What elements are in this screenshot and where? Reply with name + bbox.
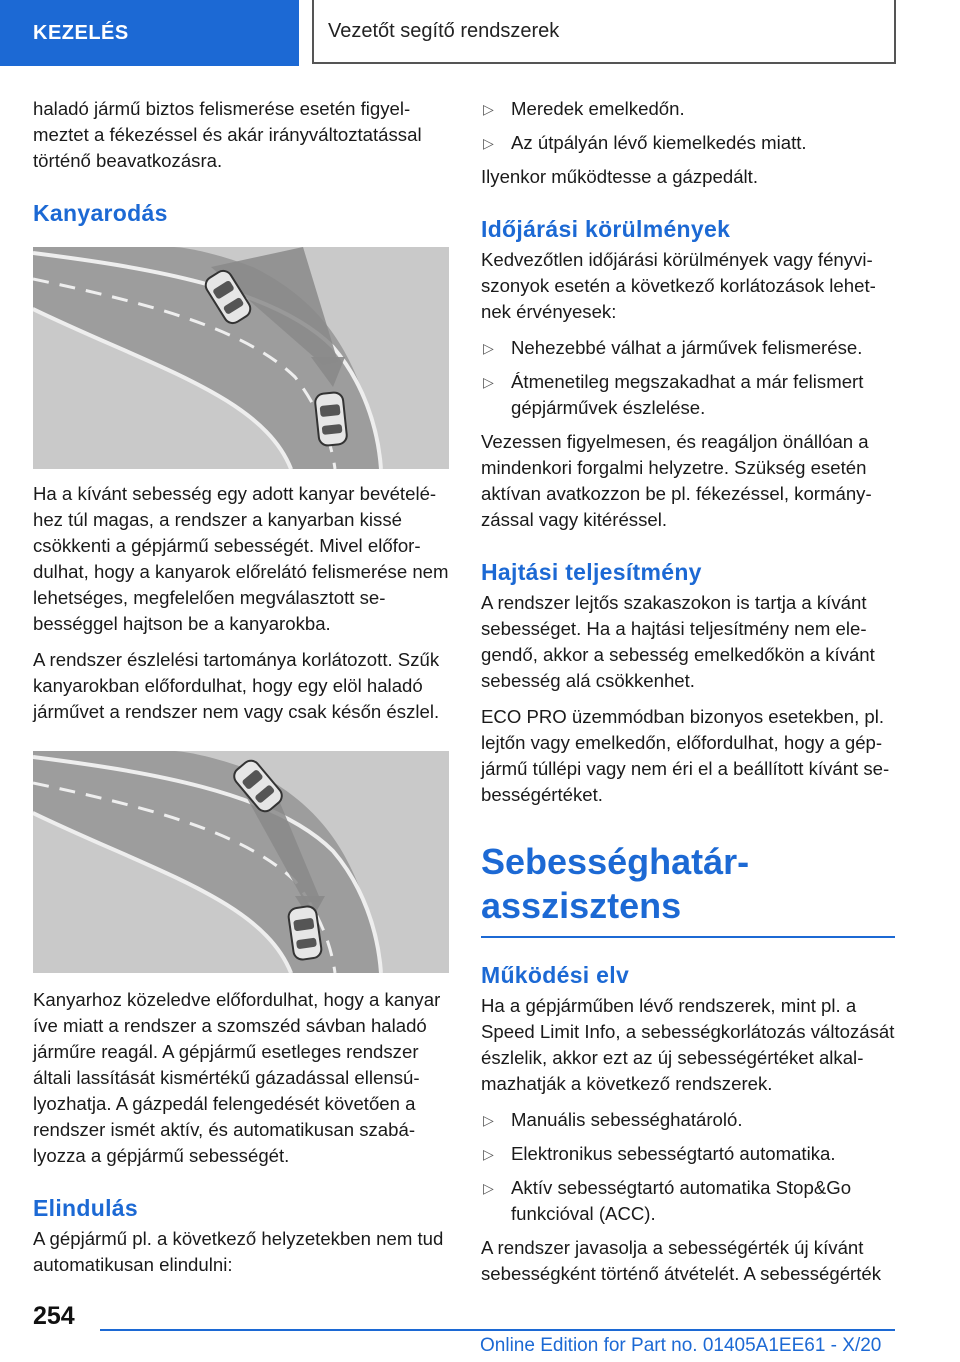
triangle-bullet-icon: ▷ [483, 101, 494, 117]
triangle-bullet-icon: ▷ [483, 1180, 494, 1196]
detection-range-paragraph: A rendszer észlelési tartománya korlátozott. Szűk kanyarokban előfordulhat, hogy egy elöl haladó járművet a rendszer nem vagy csak későn észlel. [33, 649, 440, 722]
road-curve-graphic [33, 247, 449, 469]
list-item: ▷ Az útpályán lévő kiemelkedés miatt. [481, 130, 897, 156]
list-item: ▷ Aktív sebességtartó automatika Stop&Go funkcióval (ACC). [481, 1175, 897, 1227]
road-curve-adjacent-graphic [33, 751, 449, 973]
intro-paragraph: haladó jármű biztos felismerése esetén figyelmeztet a fékezéssel és akár irányváltoztatással történő beavatkozásra. [33, 98, 422, 171]
page-footer [0, 1300, 960, 1362]
list-item: ▷ Átmenetileg megszakadhat a már felismert gépjárművek észlelése. [481, 369, 897, 421]
triangle-bullet-icon: ▷ [483, 1146, 494, 1162]
start-paragraph: A gépjármű pl. a következő helyzetekben nem tud automatikusan elindulni: [33, 1228, 444, 1275]
list-item: ▷ Elektronikus sebességtartó automatika. [481, 1141, 897, 1167]
speed-limit-assist-title: Sebességhatár- asszisztens [481, 841, 750, 926]
chapter-tab: Vezetőt segítő rendszerek [312, 0, 896, 64]
function-paragraph: Ha a gépjárműben lévő rendszerek, mint pl. a Speed Limit Info, a sebességkorlátozás változását észlelik, akkor ezt az új sebességértéket alkalmazhatják a következő rendszerek. [481, 995, 895, 1094]
weather-paragraph: Kedvezőtlen időjárási körülmények vagy fényviszonyok esetén a következő korlátozások lehetnek érvényesek: [481, 249, 876, 322]
triangle-bullet-icon: ▷ [483, 1112, 494, 1128]
left-column [33, 96, 449, 1288]
adjacent-lane-paragraph: Kanyarhoz közeledve előfordulhat, hogy a kanyar íve miatt a rendszer a szomszéd sávban haladó járműre reagál. A gépjármű esetleges rendszer általi lassítását kismértékű gázadással ellensúlyozhatja. A gázpedál felengedését követően a rendszer ismét aktív, és automatikusan szabályozza a gépjármű sebességét. [33, 989, 441, 1166]
curve-speed-paragraph: Ha a kívánt sebesség egy adott kanyar bevételéhez túl magas, a rendszer a kanyarban kissé csökkenti a gépjármű sebességét. Mivel előfordulhat, hogy a kanyarok előrelátó felismerése nem lehetséges, megfelelően megválasztott sebességgel hajtson be a kanyarokba. [33, 483, 449, 634]
title-rule [481, 936, 895, 938]
list-item: ▷ Meredek emelkedőn. [481, 96, 897, 122]
hajtasi-heading: Hajtási teljesítmény [481, 559, 702, 585]
curve-illustration-2 [33, 751, 449, 973]
triangle-bullet-icon: ▷ [483, 340, 494, 356]
mukodesi-heading: Működési elv [481, 962, 630, 988]
kanyarodas-heading: Kanyarodás [33, 200, 168, 226]
page-number: 254 [33, 1302, 75, 1330]
edition-note: Online Edition for Part no. 01405A1EE61 - X/20 [480, 1335, 882, 1356]
curve-illustration-1 [33, 247, 449, 469]
idojaras-heading: Időjárási körülmények [481, 216, 731, 242]
own-car-icon [288, 905, 323, 960]
list-item: ▷ Manuális sebességhatároló. [481, 1107, 897, 1133]
own-car-icon [314, 392, 347, 447]
drive-power-paragraph: A rendszer lejtős szakaszokon is tartja a kívánt sebességet. Ha a hajtási teljesítmény nem elegendő, akkor a sebesség emelkedőkön a kívánt sebesség alá csökkenhet. [481, 592, 875, 691]
right-column [481, 96, 897, 1297]
triangle-bullet-icon: ▷ [483, 374, 494, 390]
elindulas-heading: Elindulás [33, 1195, 138, 1221]
triangle-bullet-icon: ▷ [483, 135, 494, 151]
attention-paragraph: Vezessen figyelmesen, és reagáljon önállóan a mindenkori forgalmi helyzetre. Szükség esetén aktívan avatkozzon be pl. fékezéssel, kormányzással vagy kitéréssel. [481, 431, 872, 530]
footer-rule [100, 1329, 895, 1331]
throttle-paragraph: Ilyenkor működtesse a gázpedált. [481, 166, 758, 187]
list-item: ▷ Nehezebbé válhat a járművek felismerése. [481, 335, 897, 361]
section-tab: KEZELÉS [0, 0, 299, 66]
page-header [0, 0, 960, 66]
suggestion-paragraph: A rendszer javasolja a sebességérték új kívánt sebességként történő átvételét. A sebességérték [481, 1237, 882, 1284]
eco-pro-paragraph: ECO PRO üzemmódban bizonyos esetekben, pl. lejtőn vagy emelkedőn, előfordulhat, hogy a gépjármű túllépi vagy nem éri el a beállított kívánt sebességértéket. [481, 706, 890, 805]
